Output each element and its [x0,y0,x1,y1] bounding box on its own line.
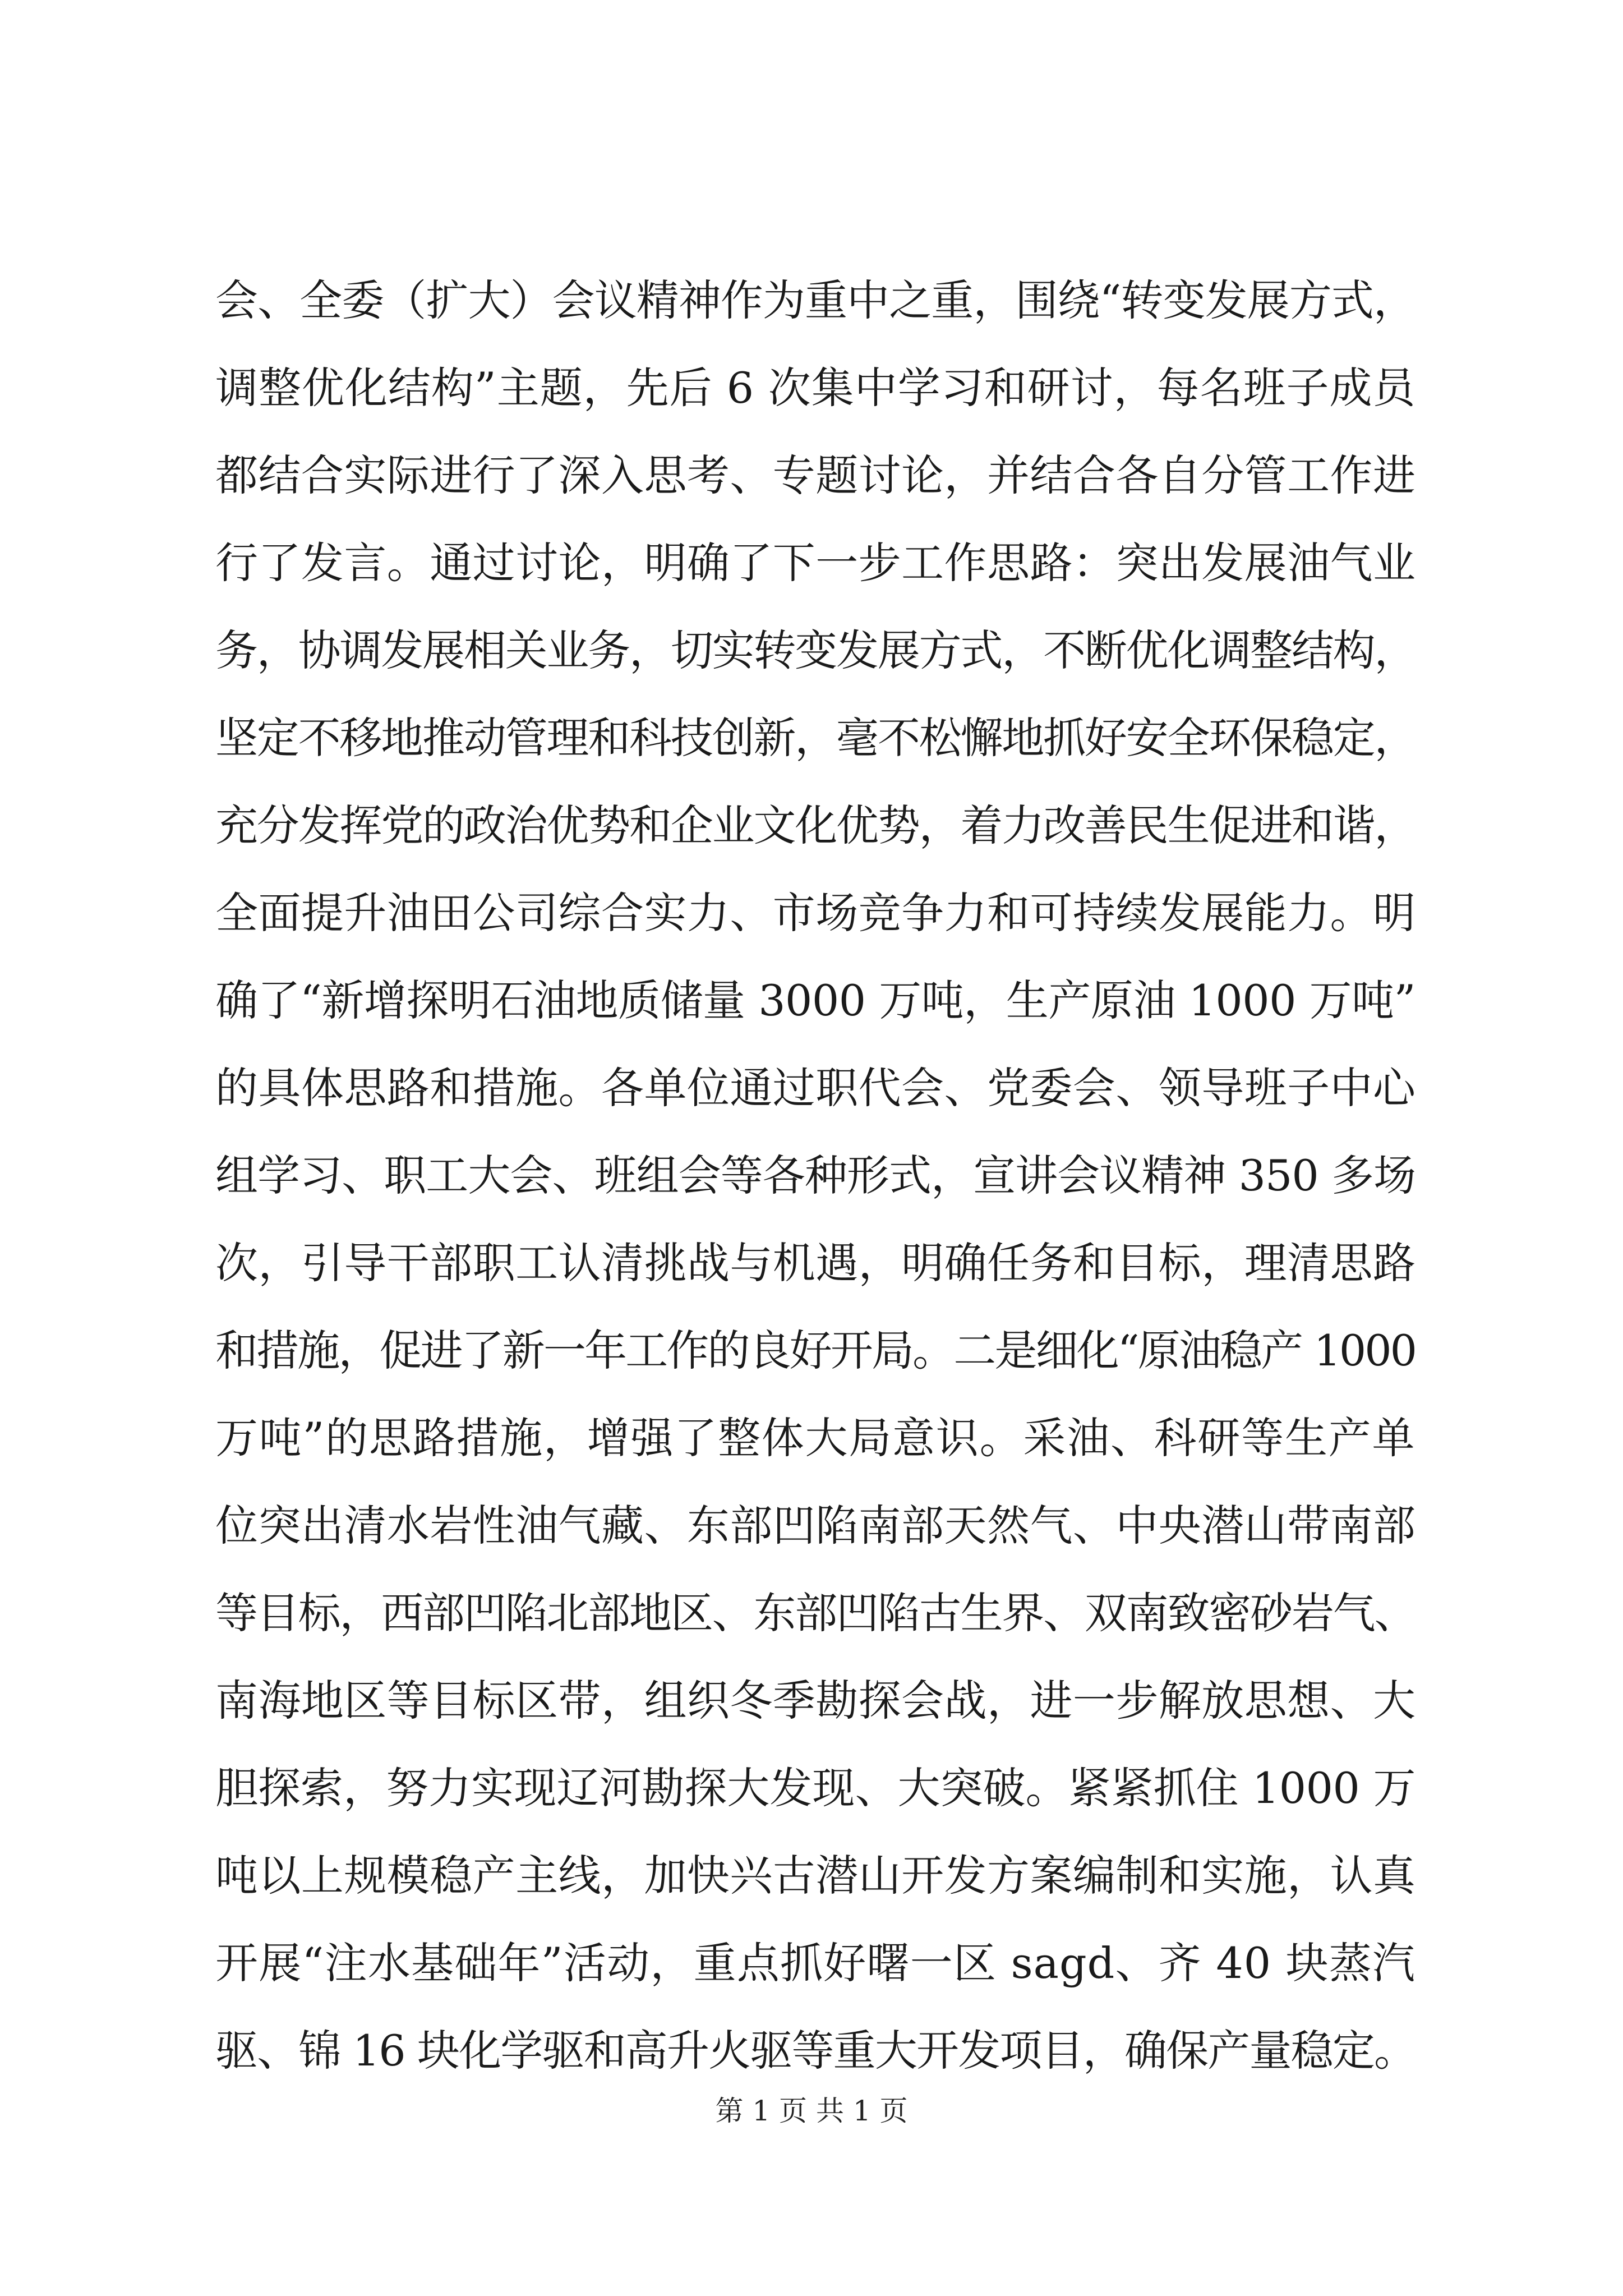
text-line: 务，协调发展相关业务，切实转变发展方式，不断优化调整结构， [215,625,1415,675]
text-line: 南海地区等目标区带，组织冬季勘探会战，进一步解放思想、大 [215,1676,1415,1726]
text-line: 行了发言。通过讨论，明确了下一步工作思路：突出发展油气业 [215,538,1415,588]
text-line: 位突出清水岩性油气藏、东部凹陷南部天然气、中央潜山带南部 [215,1501,1415,1550]
text-line: 调整优化结构”主题，先后 6 次集中学习和研讨，每名班子成员 [215,363,1415,413]
text-line: 万吨”的思路措施，增强了整体大局意识。采油、科研等生产单 [215,1413,1415,1463]
text-line: 充分发挥党的政治优势和企业文化优势，着力改善民生促进和谐， [215,800,1415,850]
page-number-footer: 第 1 页 共 1 页 [715,2095,908,2127]
text-line: 开展“注水基础年”活动，重点抓好曙一区 sagd、齐 40 块蒸汽 [215,1938,1415,1988]
text-line: 都结合实际进行了深入思考、专题讨论，并结合各自分管工作进 [215,450,1415,500]
text-line: 和措施，促进了新一年工作的良好开局。二是细化“原油稳产 1000 [215,1326,1415,1375]
text-line: 驱、锦 16 块化学驱和高升火驱等重大开发项目，确保产量稳定。 [215,2026,1415,2076]
text-line: 全面提升油田公司综合实力、市场竞争力和可持续发展能力。明 [215,888,1415,938]
text-line: 的具体思路和措施。各单位通过职代会、党委会、领导班子中心 [215,1063,1415,1113]
text-line: 等目标，西部凹陷北部地区、东部凹陷古生界、双南致密砂岩气、 [215,1588,1415,1638]
text-line: 次，引导干部职工认清挑战与机遇，明确任务和目标，理清思路 [215,1238,1415,1288]
body-paragraph [215,257,1415,2095]
text-line: 坚定不移地推动管理和科技创新，毫不松懈地抓好安全环保稳定， [215,713,1415,763]
text-line: 吨以上规模稳产主线，加快兴古潜山开发方案编制和实施，认真 [215,1851,1415,1901]
text-line: 胆探索，努力实现辽河勘探大发现、大突破。紧紧抓住 1000 万 [215,1763,1415,1813]
text-line: 组学习、职工大会、班组会等各种形式，宣讲会议精神 350 多场 [215,1151,1415,1200]
text-line: 确了“新增探明石油地质储量 3000 万吨，生产原油 1000 万吨” [215,976,1415,1025]
text-line: 会、全委（扩大）会议精神作为重中之重，围绕“转变发展方式， [215,275,1415,325]
